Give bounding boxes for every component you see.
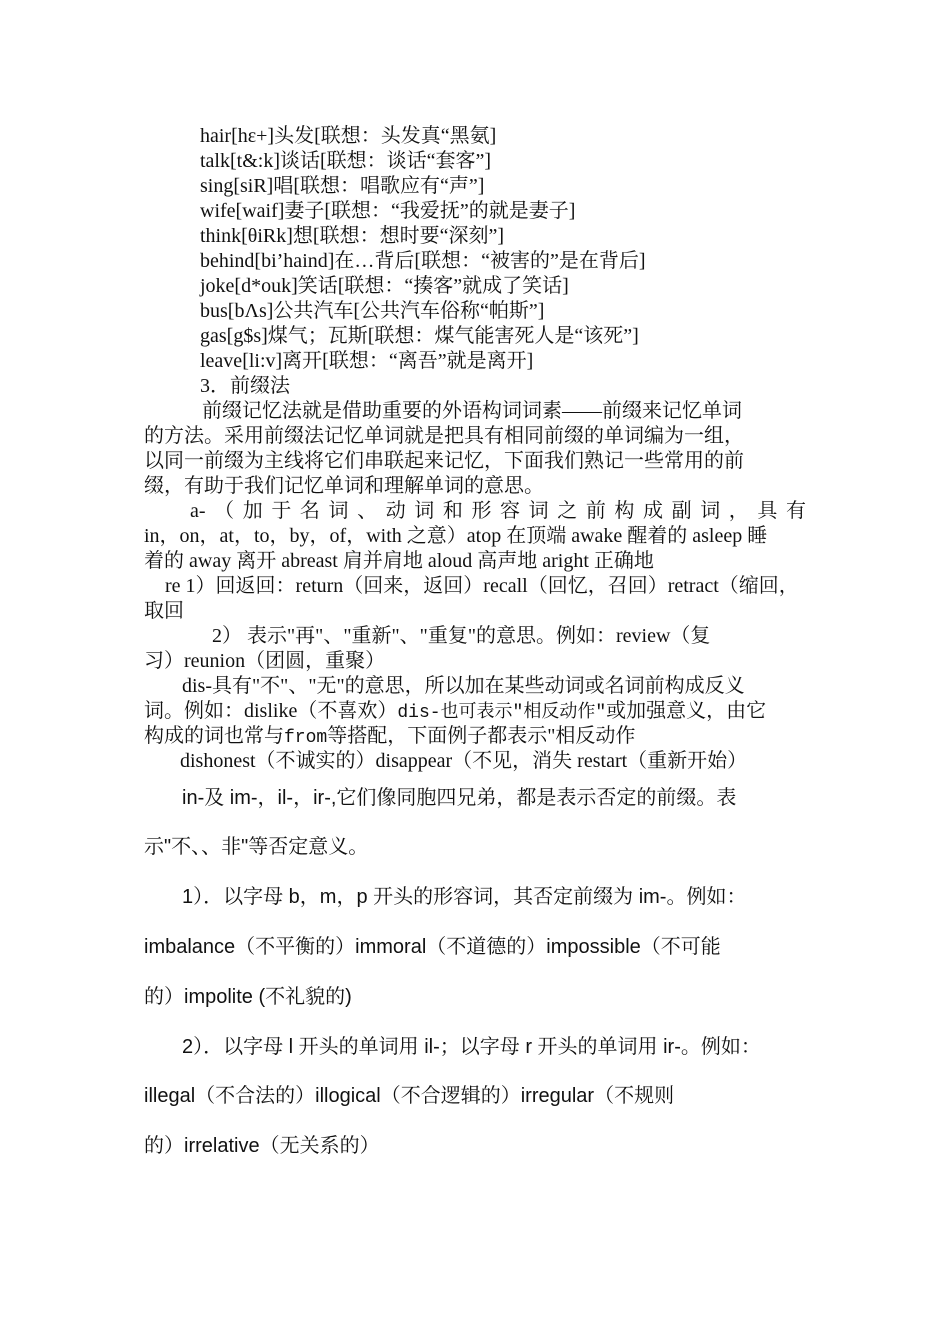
vocab-line-hair: hair[hε+]头发[联想：头发真“黑氨] bbox=[200, 125, 497, 147]
prefix-in-line: in-及 im-，il-，ir-,它们像同胞四兄弟，都是表示否定的前缀。表 bbox=[182, 787, 737, 809]
prefix-dis-text: 等搭配，下面例子都表示"相反动作 bbox=[327, 725, 636, 747]
vocab-line-leave: leave[li:v]离开[联想：“离吾”就是离开] bbox=[200, 350, 534, 372]
vocab-line-joke: joke[d*ouk]笑话[联想：“揍客”就成了笑话] bbox=[200, 275, 569, 297]
vocab-line-bus: bus[bΛs]公共汽车[公共汽车俗称“帕斯”] bbox=[200, 300, 545, 322]
prefix-a-text: a-（加于名词、动词和形容词之前构成副词，具有 bbox=[190, 500, 806, 522]
prefix-re-line: re 1）回返回：return（回来，返回）recall（回忆，召回）retract（缩回， bbox=[165, 575, 799, 597]
vocab-line-behind: behind[bi’haind]在…背后[联想：“被害的”是在背后] bbox=[200, 250, 646, 272]
prefix-dis-text: 构成的词也常与 bbox=[144, 725, 284, 747]
prefix-dis-text: 词。例如：dislike（不喜欢） bbox=[144, 700, 398, 722]
vocab-line-talk: talk[t&:k]谈话[联想：谈话“套客”] bbox=[200, 150, 492, 172]
prefix-a-line: 着的 away 离开 abreast 肩并肩地 aloud 高声地 aright 正确地 bbox=[144, 550, 654, 572]
prefix-dis-text: 或加强意义，由它 bbox=[606, 700, 767, 722]
prefix-re-line: 习）reunion（团圆，重聚） bbox=[144, 650, 386, 672]
prefix-re-line: 2） 表示"再"、"重新"、"重复"的意思。例如：review（复 bbox=[212, 625, 711, 647]
prefix-dis-line bbox=[144, 699, 766, 725]
prefix-in-line: 1）．以字母 b，m，p 开头的形容词，其否定前缀为 im-。例如： bbox=[182, 886, 747, 908]
prefix-in-line: 示"不、、非"等否定意义。 bbox=[144, 836, 369, 858]
prefix-re-line: 取回 bbox=[144, 600, 184, 622]
vocab-line-wife: wife[waif]妻子[联想：“我爱抚”的就是妻子] bbox=[200, 200, 576, 222]
intro-line: 以同一前缀为主线将它们串联起来记忆，下面我们熟记一些常用的前 bbox=[144, 450, 744, 472]
intro-line: 前缀记忆法就是借助重要的外语构词词素——前缀来记忆单词 bbox=[202, 400, 742, 422]
prefix-in-line: 的）impolite (不礼貌的) bbox=[144, 986, 352, 1008]
prefix-dis-mono-text: from bbox=[284, 728, 328, 748]
prefix-in-line: illegal（不合法的）illogical（不合逻辑的）irregular（不规则 bbox=[144, 1085, 675, 1107]
intro-line: 缀，有助于我们记忆单词和理解单词的意思。 bbox=[144, 475, 544, 497]
vocab-line-sing: sing[siR]唱[联想：唱歌应有“声”] bbox=[200, 175, 485, 197]
section-heading: 3．前缀法 bbox=[200, 375, 290, 397]
prefix-in-line: 的）irrelative（无关系的） bbox=[144, 1135, 380, 1157]
prefix-a-line bbox=[190, 499, 806, 523]
intro-line: 的方法。采用前缀法记忆单词就是把具有相同前缀的单词编为一组， bbox=[144, 425, 744, 447]
prefix-a-line: in，on，at，to，by，of，with 之意）atop 在顶端 awake 醒着的 asleep 睡 bbox=[144, 525, 768, 547]
vocab-line-think: think[θiRk]想[联想：想时要“深刻”] bbox=[200, 225, 504, 247]
prefix-dis-mono-text: dis-也可表示"相反动作" bbox=[397, 703, 607, 723]
prefix-dis-line bbox=[144, 724, 635, 750]
prefix-dis-line: dis-具有"不"、"无"的意思，所以加在某些动词或名词前构成反义 bbox=[182, 675, 745, 697]
vocab-line-gas: gas[g$s]煤气；瓦斯[联想：煤气能害死人是“该死”] bbox=[200, 325, 639, 347]
prefix-in-line: 2）．以字母 l 开头的单词用 il-；以字母 r 开头的单词用 ir-。例如： bbox=[182, 1036, 761, 1058]
prefix-dis-line: dishonest（不诚实的）disappear（不见，消失 restart（重新开始） bbox=[180, 750, 748, 772]
prefix-in-line: imbalance（不平衡的）immoral（不道德的）impossible（不可能 bbox=[144, 936, 721, 958]
